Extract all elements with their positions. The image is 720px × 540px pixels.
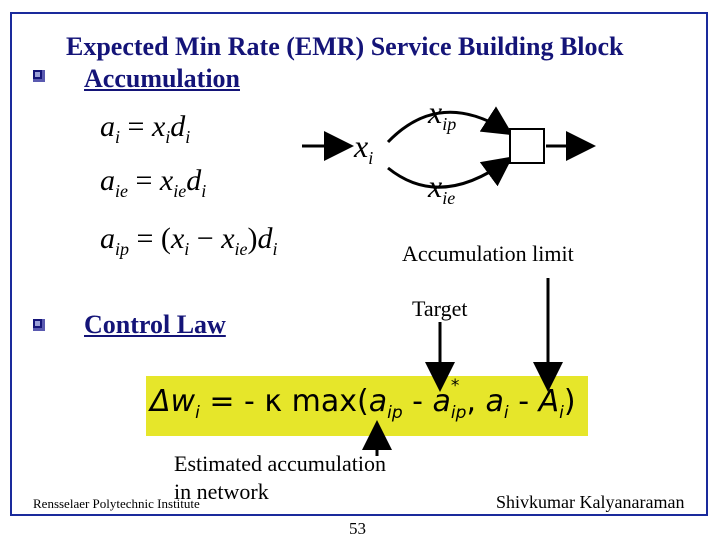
target-label: Target [412, 296, 468, 321]
diagram-xip: $x_{ip}$ [428, 94, 457, 134]
equation-ai: $a_i = x_id_i$ [100, 110, 191, 147]
upper-arc-arrow [388, 112, 508, 142]
footer-institution: Rensselaer Polytechnic Institute [33, 496, 200, 511]
page-number: 53 [349, 519, 366, 538]
slide-title: Expected Min Rate (EMR) Service Building Block [66, 32, 624, 61]
accumulation-limit-label: Accumulation limit [402, 241, 574, 266]
footer-author: Shivkumar Kalyanaraman [496, 492, 685, 512]
equation-aip: $a_{ip} = (x_i - x_{ie})d_i$ [100, 222, 278, 259]
diagram-xi: $x_i$ [354, 128, 374, 168]
bullet-accumulation: Accumulation [84, 64, 240, 93]
bullet-control-law: Control Law [84, 310, 226, 339]
control-law-formula: $\Delta w_i$ = - κ $\max(a_{ip}$ - a * $_{ip}$, $a_i - A_i$) [150, 376, 576, 423]
di-box [510, 129, 544, 163]
diagram-xie: $x_{ie}$ [428, 168, 456, 208]
estimated-accumulation-label-line2: in network [174, 479, 269, 504]
estimated-accumulation-label: Estimated accumulation [174, 451, 386, 476]
lower-arc-arrow [388, 160, 508, 187]
equation-aie: $a_{ie} = x_{ie}d_i$ [100, 164, 207, 201]
